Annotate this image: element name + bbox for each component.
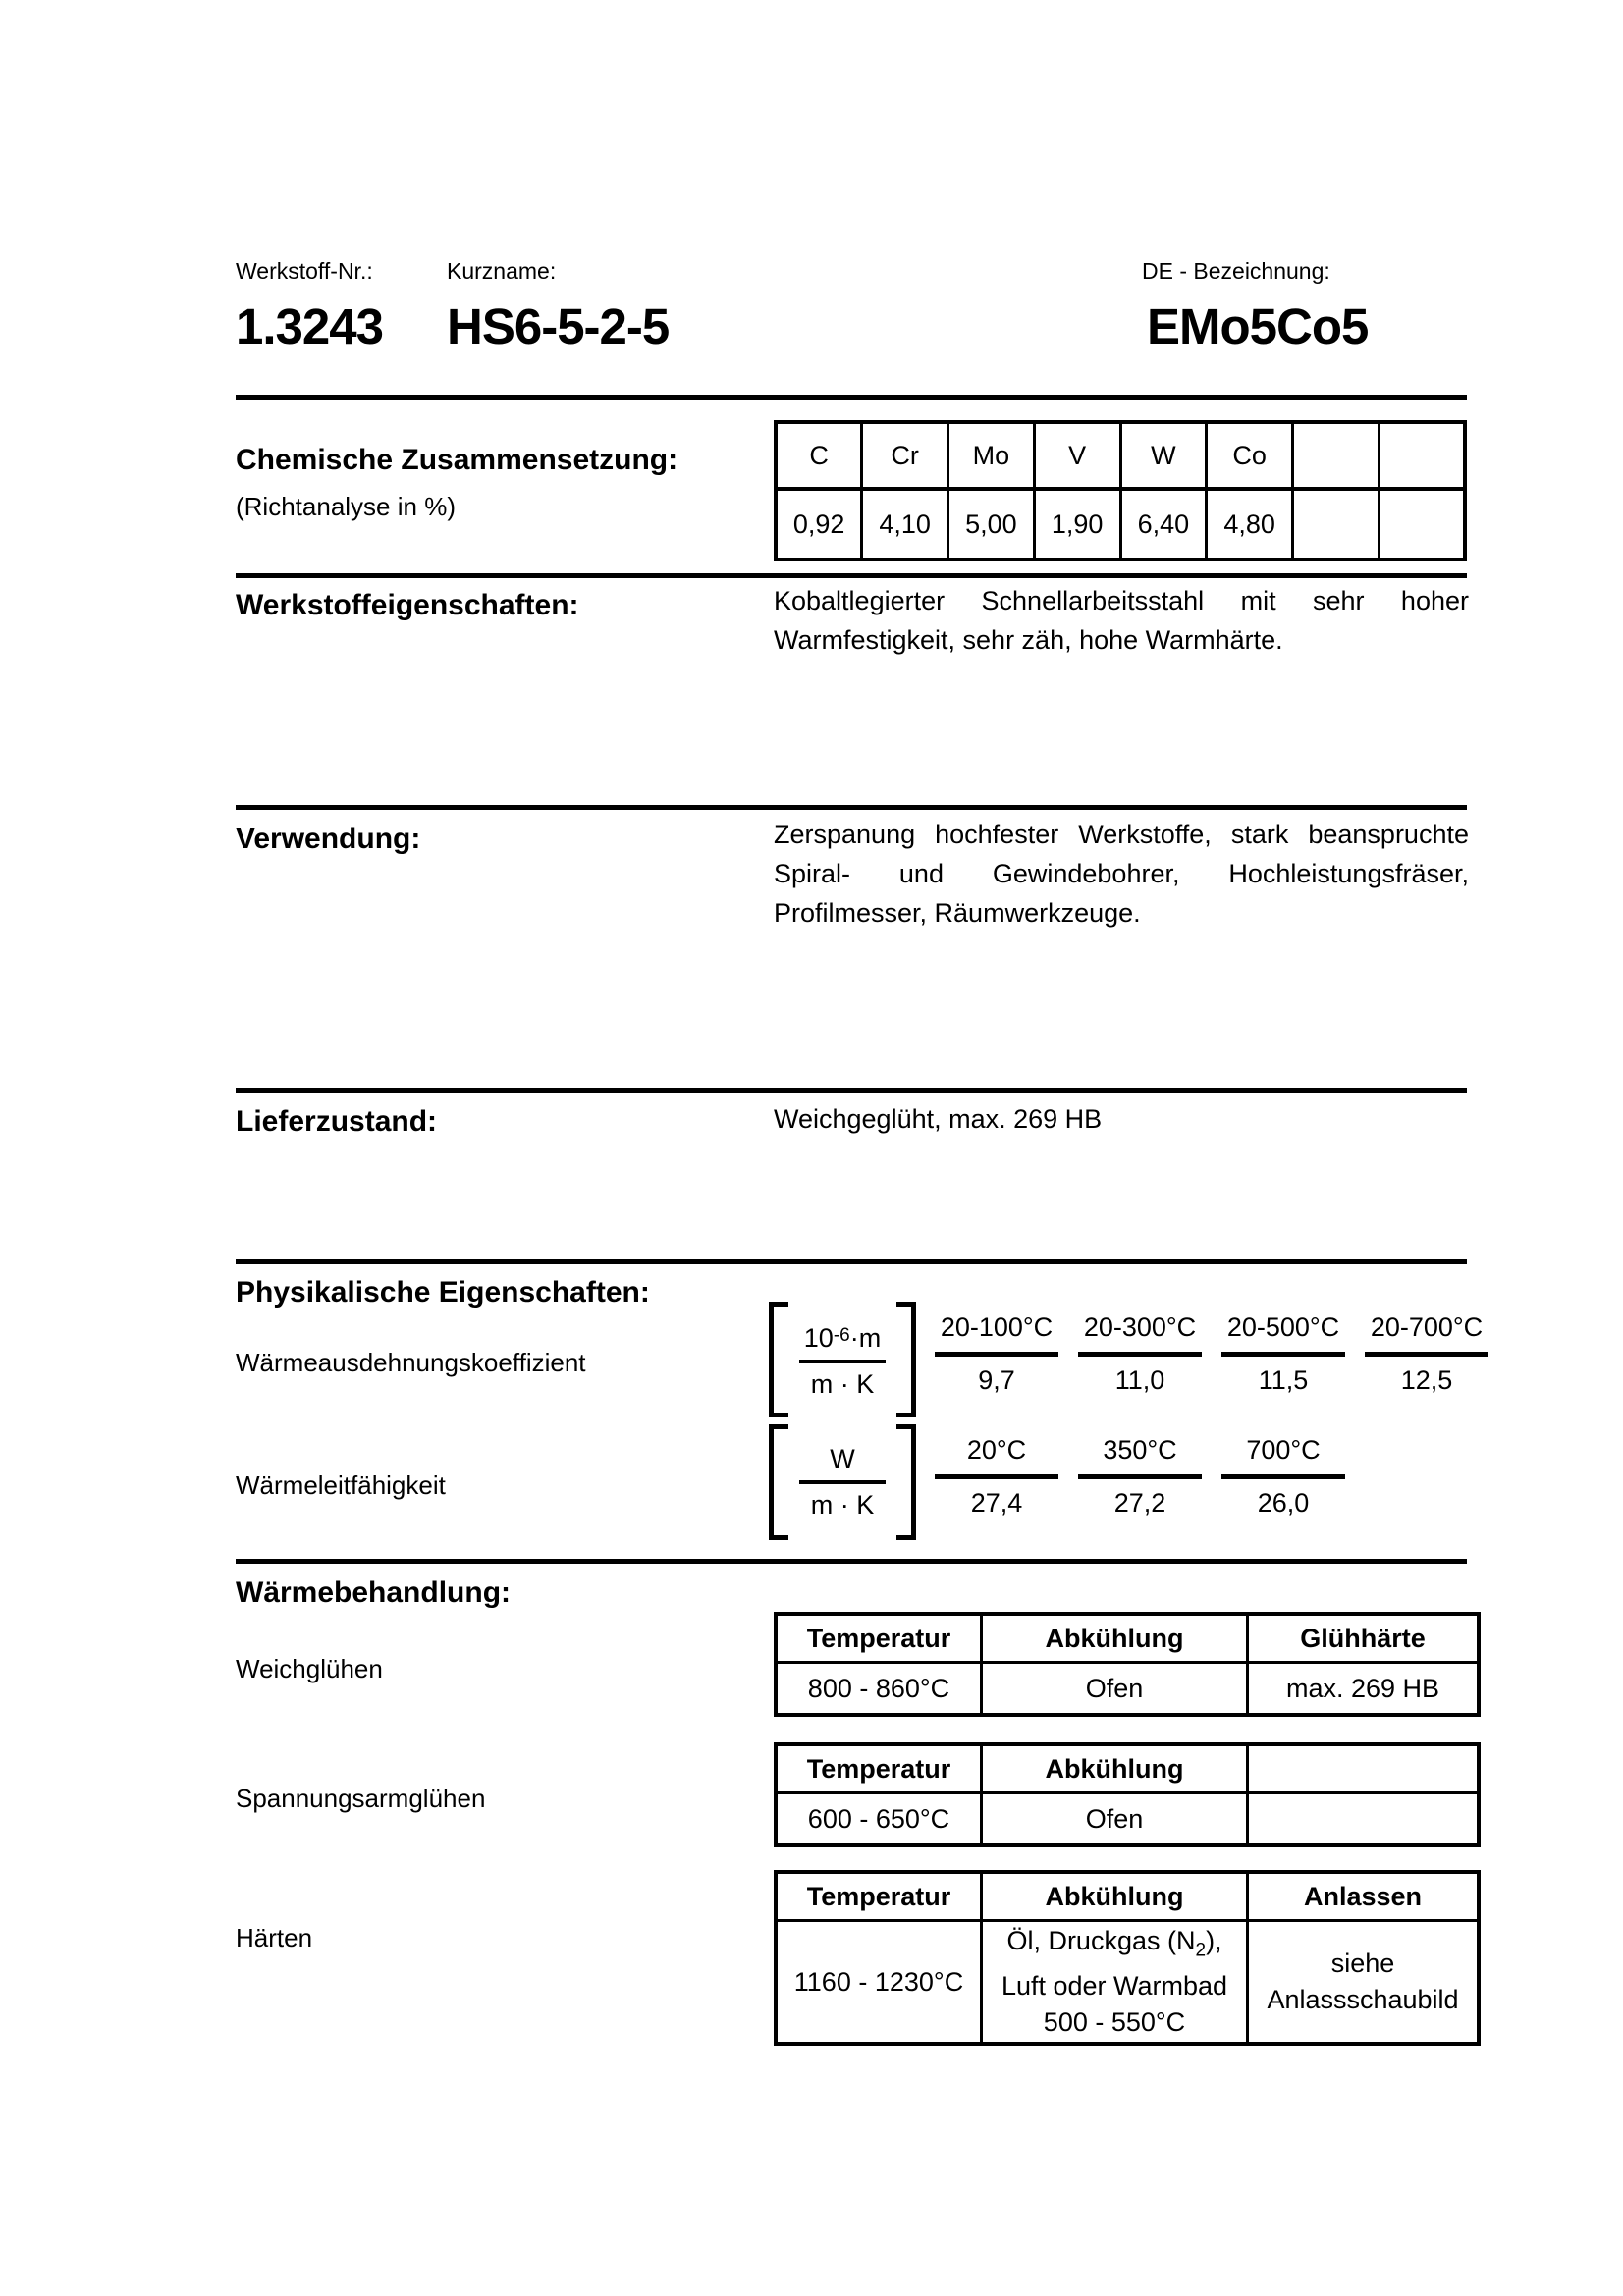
expansion-column — [1221, 1311, 1345, 1396]
temperatur-header: Temperatur — [776, 1872, 982, 1921]
kurzname-label: Kurzname: — [447, 258, 557, 284]
conductivity-label: Wärmeleitfähigkeit — [236, 1470, 446, 1500]
expansion-unit-numerator: $10^{-6}\cdot m$ — [803, 1322, 882, 1353]
werkstoff-nr-value: 1.3243 — [236, 298, 383, 354]
soft-annealing-table — [774, 1612, 1481, 1717]
temperatur-value: 600 - 650°C — [776, 1793, 982, 1846]
delivery-text: Weichgeglüht, max. 269 HB — [774, 1104, 1103, 1134]
expansion-value: 9,7 — [978, 1365, 1015, 1395]
tempering-line-2: Anlassschaubild — [1267, 1985, 1459, 2014]
stress-relief-label: Spannungsarmglühen — [236, 1784, 486, 1813]
chem-value-cell: 4,80 — [1207, 489, 1293, 560]
temp-label: 350°C — [1103, 1435, 1177, 1465]
chem-header-cell: Cr — [862, 422, 948, 489]
chem-value-cell: 1,90 — [1034, 489, 1120, 560]
chem-value-row — [776, 489, 1465, 560]
abkuehlung-header: Abkühlung — [982, 1872, 1248, 1921]
fraction-bar — [935, 1352, 1058, 1357]
abkuehlung-value — [982, 1921, 1248, 2045]
section-rule — [236, 805, 1467, 810]
expansion-column — [1365, 1311, 1488, 1396]
expansion-value: 11,0 — [1114, 1365, 1165, 1395]
usage-text: Zerspanung hochfester Werkstoffe, stark beanspruchte Spiral- und Gewindebohrer, Hochleistungsfräser, Profilmesser, Räumwerkzeuge. — [774, 820, 1469, 928]
chem-header-row — [776, 422, 1465, 489]
chemical-composition-table — [774, 420, 1467, 561]
conductivity-value: 27,2 — [1113, 1488, 1166, 1518]
fraction-bar — [935, 1474, 1058, 1479]
table-value-row — [776, 1663, 1479, 1716]
table-header-row — [776, 1872, 1479, 1921]
hardening-label: Härten — [236, 1923, 313, 1952]
conductivity-column — [1078, 1434, 1202, 1519]
expansion-unit-denominator: m · K — [810, 1368, 875, 1399]
expansion-label: Wärmeausdehnungskoeffizient — [236, 1348, 586, 1377]
chem-header-cell: C — [776, 422, 862, 489]
conductivity-column — [935, 1434, 1058, 1519]
werkstoff-nr-label: Werkstoff-Nr.: — [236, 258, 373, 284]
chem-header-cell: Co — [1207, 422, 1293, 489]
de-bezeichnung-label: DE - Bezeichnung: — [1142, 258, 1330, 284]
kurzname-value: HS6-5-2-5 — [447, 298, 670, 354]
temperatur-header: Temperatur — [776, 1614, 982, 1663]
physical-heading: Physikalische Eigenschaften: — [236, 1276, 650, 1308]
temp-range-label: 20-300°C — [1083, 1312, 1197, 1342]
section-rule — [236, 1259, 1467, 1264]
bracket-right — [896, 1302, 916, 1417]
section-rule — [236, 1559, 1467, 1564]
table-header-row — [776, 1614, 1479, 1663]
properties-heading: Werkstoffeigenschaften: — [236, 589, 579, 621]
header-rule — [236, 395, 1467, 400]
fraction-bar — [1078, 1474, 1202, 1479]
tempering-line-1: siehe — [1330, 1949, 1395, 1978]
conductivity-value: 26,0 — [1257, 1488, 1310, 1518]
empty-header — [1248, 1744, 1480, 1793]
chem-value-cell: 4,10 — [862, 489, 948, 560]
chem-header-cell: V — [1034, 422, 1120, 489]
anlassen-header: Anlassen — [1248, 1872, 1480, 1921]
fraction-bar — [799, 1360, 886, 1363]
fraction-bar — [1365, 1352, 1488, 1357]
chem-header-cell: Mo — [948, 422, 1035, 489]
cooling-line-1: Öl, Druckgas $(N_2)$, — [1006, 1925, 1222, 1961]
empty-value — [1248, 1793, 1480, 1846]
cooling-line-3: 500 - 550°C — [1043, 2007, 1186, 2038]
abkuehlung-value: Ofen — [982, 1793, 1248, 1846]
temperatur-value: 800 - 860°C — [776, 1663, 982, 1716]
fraction-bar — [1221, 1474, 1345, 1479]
chem-value-cell: 5,00 — [948, 489, 1035, 560]
temp-range-label: 20-500°C — [1226, 1312, 1340, 1342]
expansion-value: 12,5 — [1400, 1365, 1453, 1395]
bracket-left — [769, 1302, 788, 1417]
chem-header-cell — [1379, 422, 1465, 489]
anlassen-value — [1248, 1921, 1480, 2045]
hardening-table — [774, 1870, 1481, 2046]
table-header-row — [776, 1744, 1479, 1793]
abkuehlung-value: Ofen — [982, 1663, 1248, 1716]
cooling-line-2: Luft oder Warmbad — [1001, 1971, 1228, 2002]
section-rule — [236, 573, 1467, 578]
fraction-bar — [799, 1480, 886, 1484]
chemical-subheading: (Richtanalyse in %) — [236, 492, 456, 521]
chem-header-cell — [1293, 422, 1380, 489]
expansion-value: 11,5 — [1258, 1365, 1309, 1395]
gluehhaerte-header: Glühhärte — [1248, 1614, 1480, 1663]
chem-value-cell: 0,92 — [776, 489, 862, 560]
delivery-heading: Lieferzustand: — [236, 1105, 438, 1138]
conductivity-unit-numerator: W — [830, 1444, 855, 1473]
temp-label: 700°C — [1246, 1435, 1321, 1465]
abkuehlung-header: Abkühlung — [982, 1614, 1248, 1663]
expansion-column — [1078, 1311, 1202, 1396]
bracket-right — [896, 1424, 916, 1540]
table-value-row — [776, 1793, 1479, 1846]
chem-value-cell — [1293, 489, 1380, 560]
bracket-left — [769, 1424, 788, 1540]
de-bezeichnung-value: EMo5Co5 — [1147, 298, 1369, 354]
fraction-bar — [1078, 1352, 1202, 1357]
conductivity-unit-fraction — [769, 1424, 916, 1540]
table-value-row — [776, 1921, 1479, 2045]
chem-header-cell: W — [1120, 422, 1207, 489]
temp-label: 20°C — [966, 1435, 1027, 1465]
temperatur-value: 1160 - 1230°C — [776, 1921, 982, 2045]
temp-range-label: 20-100°C — [940, 1312, 1054, 1342]
heat-treatment-heading: Wärmebehandlung: — [236, 1576, 512, 1609]
expansion-unit-fraction — [769, 1302, 916, 1417]
conductivity-unit-denominator: m · K — [810, 1490, 875, 1520]
fraction-bar — [1221, 1352, 1345, 1357]
stress-relief-table — [774, 1742, 1481, 1847]
temp-range-label: 20-700°C — [1370, 1312, 1484, 1342]
chem-value-cell — [1379, 489, 1465, 560]
chem-value-cell: 6,40 — [1120, 489, 1207, 560]
chemical-heading: Chemische Zusammensetzung: — [236, 444, 678, 476]
conductivity-value: 27,4 — [970, 1488, 1023, 1518]
section-rule — [236, 1088, 1467, 1093]
soft-annealing-label: Weichglühen — [236, 1654, 383, 1683]
expansion-column — [935, 1311, 1058, 1396]
properties-text: Kobaltlegierter Schnellarbeitsstahl mit sehr hoher Warmfestigkeit, sehr zäh, hohe Warmhärte. — [774, 586, 1469, 655]
abkuehlung-header: Abkühlung — [982, 1744, 1248, 1793]
conductivity-column — [1221, 1434, 1345, 1519]
temperatur-header: Temperatur — [776, 1744, 982, 1793]
usage-heading: Verwendung: — [236, 823, 421, 855]
gluehhaerte-value: max. 269 HB — [1248, 1663, 1480, 1716]
